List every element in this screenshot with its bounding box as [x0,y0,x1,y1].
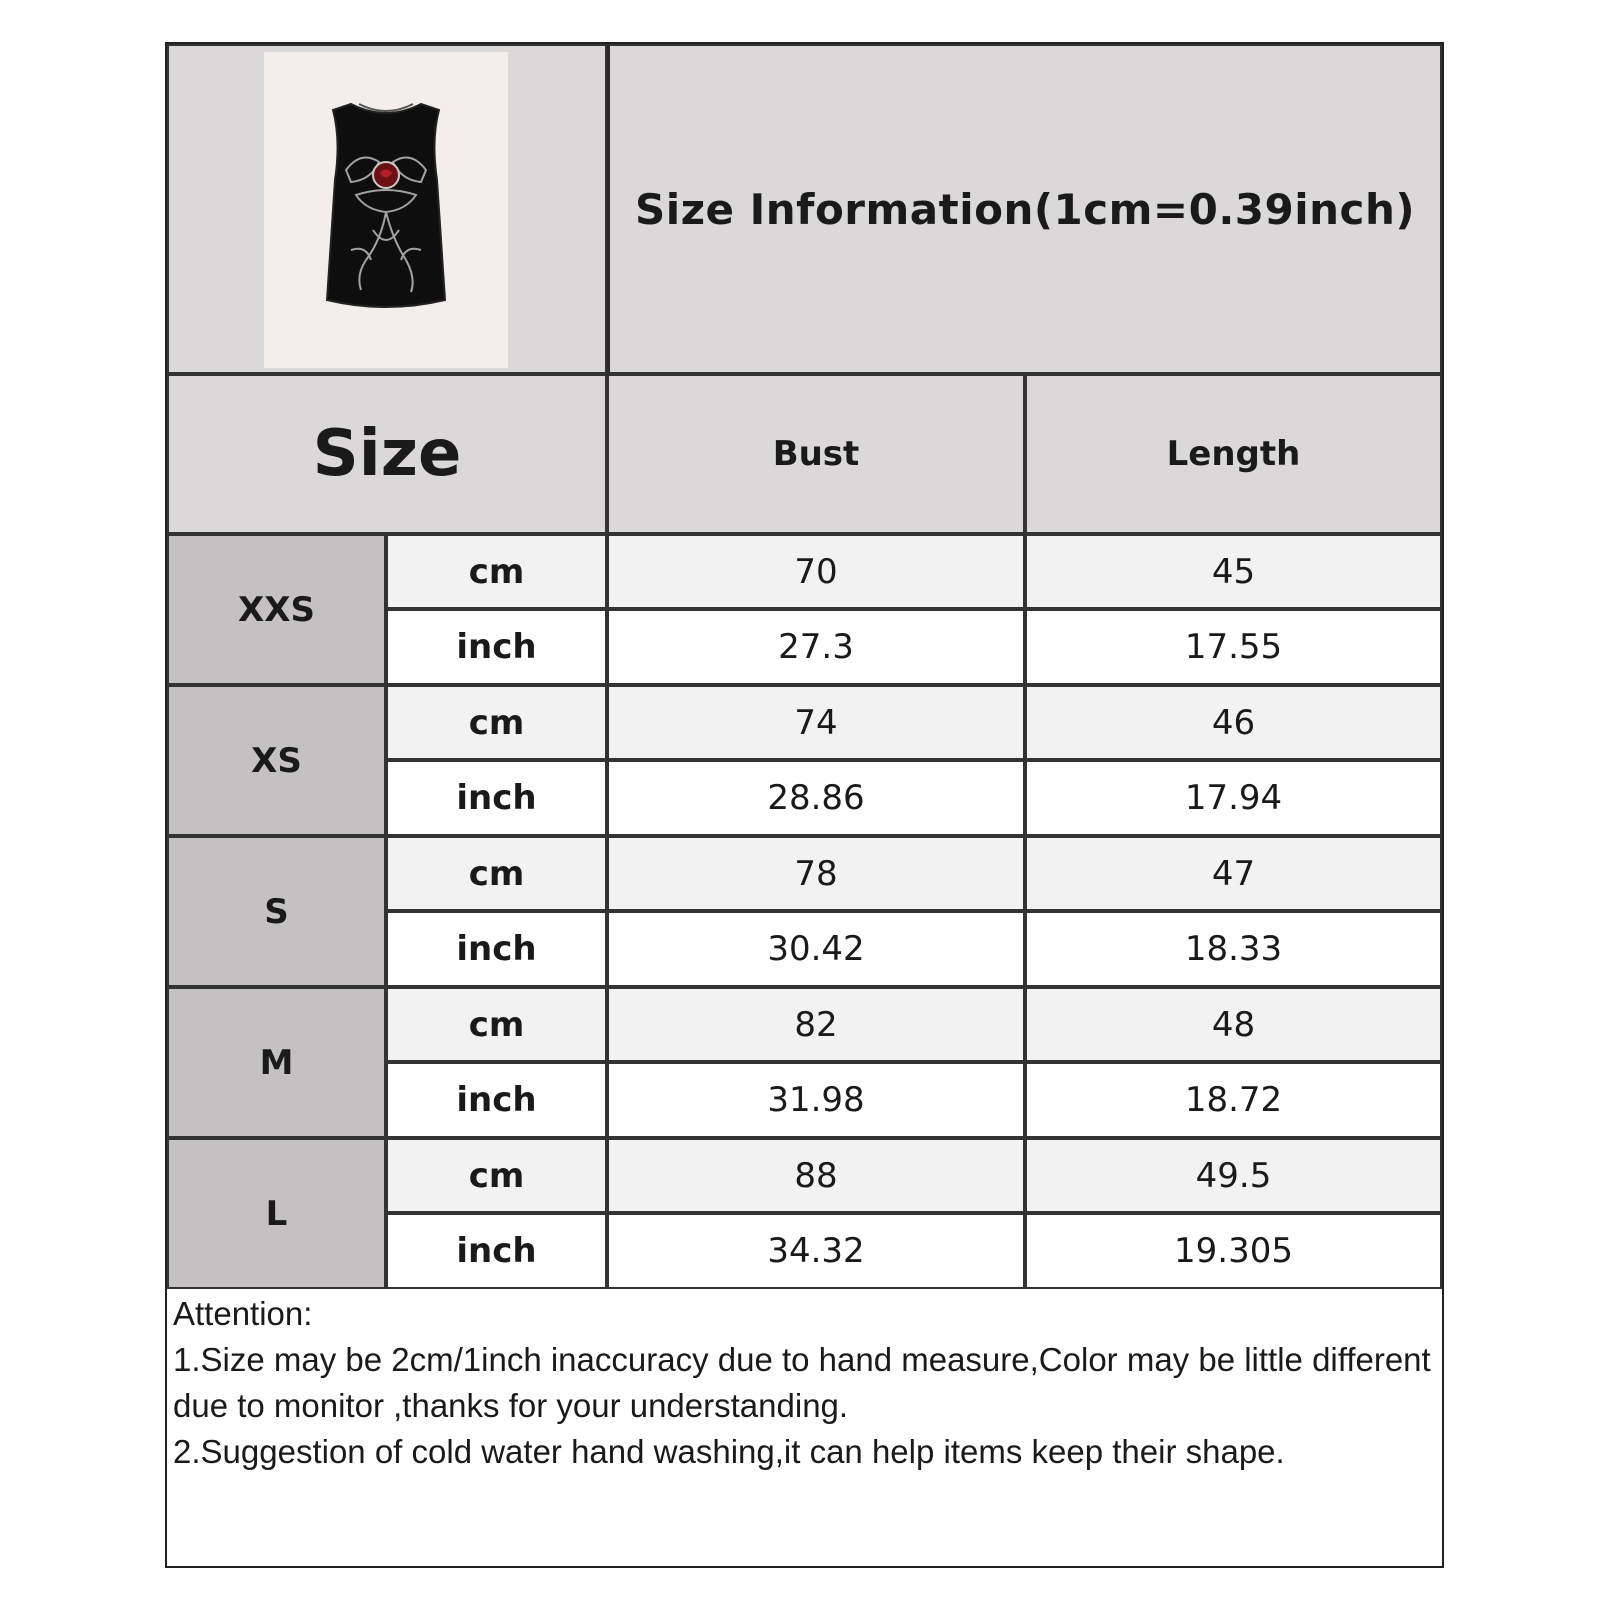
unit-label: cm [468,1004,525,1045]
length-value: 46 [1211,702,1256,743]
length-value: 19.305 [1174,1231,1293,1271]
bust-value: 27.3 [778,627,854,667]
size-header-cell [167,374,607,534]
bust-value-cell [607,1138,1025,1213]
title-cell [607,44,1442,374]
bust-value: 88 [794,1155,838,1196]
bust-value: 34.32 [767,1231,865,1271]
length-value-cell [1025,987,1442,1062]
bust-value: 31.98 [767,1080,865,1120]
bust-value-cell [607,760,1025,836]
unit-cell [386,609,607,685]
bust-header: Bust [772,434,860,474]
bust-value: 82 [794,1004,838,1045]
length-value: 45 [1211,551,1256,592]
length-value: 48 [1211,1004,1256,1045]
length-header-cell [1025,374,1442,534]
length-value-cell [1025,836,1442,911]
length-value-cell [1025,609,1442,685]
unit-cell [386,911,607,987]
unit-label: inch [456,1080,537,1120]
bust-value-cell [607,685,1025,760]
bust-value-cell [607,534,1025,609]
size-label: S [264,891,289,932]
length-header: Length [1166,434,1301,474]
length-value: 49.5 [1195,1155,1272,1196]
unit-cell [386,1138,607,1213]
unit-cell [386,987,607,1062]
length-value-cell [1025,685,1442,760]
unit-label: inch [456,929,537,969]
bust-value-cell [607,1213,1025,1289]
unit-label: cm [468,853,525,894]
notes-line-2: 2.Suggestion of cold water hand washing,it can help items keep their shape. [173,1433,1285,1470]
unit-label: cm [468,1155,525,1196]
product-image [264,52,508,368]
length-value: 47 [1211,853,1256,894]
notes-heading: Attention: [173,1295,313,1332]
bust-value-cell [607,1062,1025,1138]
bust-value: 28.86 [767,778,865,818]
unit-label: inch [456,778,537,818]
length-value-cell [1025,1138,1442,1213]
length-value-cell [1025,534,1442,609]
size-label: L [265,1193,288,1234]
bust-value-cell [607,609,1025,685]
size-label: M [259,1042,294,1083]
unit-cell [386,534,607,609]
bust-value-cell [607,836,1025,911]
length-value-cell [1025,1062,1442,1138]
length-value-cell [1025,911,1442,987]
size-label-cell [167,987,386,1138]
size-header: Size [312,417,462,491]
unit-cell [386,836,607,911]
bust-value: 74 [794,702,838,743]
size-label-cell [167,1138,386,1289]
unit-label: inch [456,627,537,667]
attention-notes [167,1287,1442,1566]
length-value: 18.72 [1184,1080,1283,1120]
page-title: Size Information(1cm=0.39inch) [634,184,1416,234]
size-label-cell [167,836,386,987]
unit-cell [386,685,607,760]
length-value: 17.55 [1184,627,1283,667]
unit-cell [386,1213,607,1289]
bust-value-cell [607,911,1025,987]
tank-top-icon [311,100,461,320]
length-value-cell [1025,1213,1442,1289]
product-image-cell [167,44,607,374]
length-value-cell [1025,760,1442,836]
bust-value: 30.42 [767,929,865,969]
size-label-cell [167,685,386,836]
size-chart [165,42,1444,1568]
unit-label: cm [468,551,525,592]
unit-cell [386,760,607,836]
length-value: 17.94 [1184,778,1283,818]
size-label-cell [167,534,386,685]
bust-header-cell [607,374,1025,534]
size-label: XS [251,740,302,781]
unit-label: cm [468,702,525,743]
size-label: XXS [238,589,315,630]
bust-value: 70 [794,551,838,592]
unit-label: inch [456,1231,537,1271]
unit-cell [386,1062,607,1138]
notes-line-1: 1.Size may be 2cm/1inch inaccuracy due to hand measure,Color may be little different due to monitor ,thanks for your understanding. [173,1341,1431,1424]
bust-value: 78 [794,853,838,894]
length-value: 18.33 [1184,929,1283,969]
bust-value-cell [607,987,1025,1062]
